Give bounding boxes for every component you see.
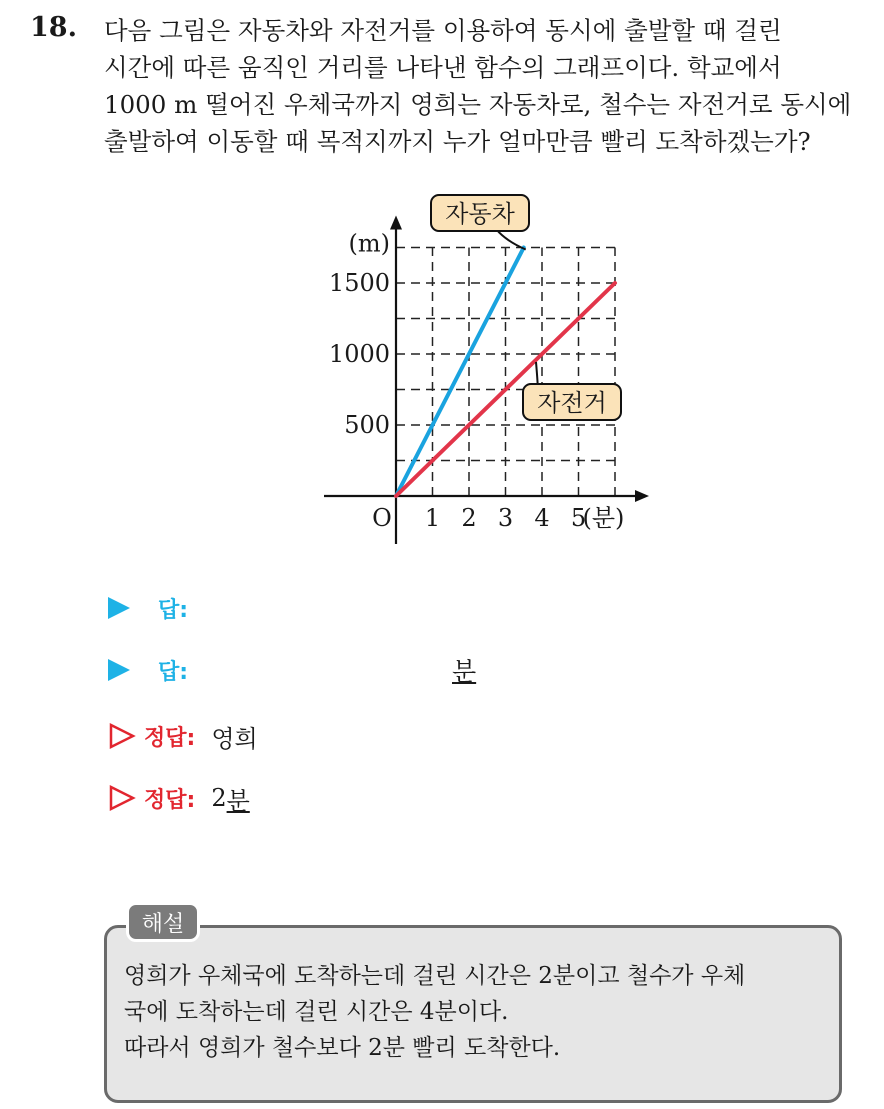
x-axis-label: (분) xyxy=(582,504,625,532)
x-tick-label: 4 xyxy=(534,504,550,532)
explanation-line: 영희가 우체국에 도착하는데 걸린 시간은 2분이고 철수가 우체 xyxy=(124,963,746,989)
x-tick-label: 1 xyxy=(424,504,441,532)
explanation-line: 국에 도착하는데 걸린 시간은 4분이다. xyxy=(124,999,509,1025)
explanation-tag: 해설 xyxy=(126,902,200,942)
series-label: 자전거 xyxy=(537,389,607,417)
question-line: 출발하여 이동할 때 목적지까지 누가 얼마만큼 빨리 도착하겠는가? xyxy=(104,127,811,156)
answer-unit: 분 xyxy=(452,657,477,686)
question-text xyxy=(104,12,864,160)
solution-row-2 xyxy=(108,778,250,818)
question-line: 다음 그림은 자동차와 자전거를 이용하여 동시에 출발할 때 걸린 xyxy=(104,16,782,45)
answer-row-1 xyxy=(108,588,188,628)
play-triangle-icon xyxy=(108,597,130,619)
x-tick-label: 2 xyxy=(461,504,477,532)
solution-label: 정답: xyxy=(144,787,196,813)
solution-value-number: 2 xyxy=(211,784,227,812)
answer-label: 답: xyxy=(158,597,189,623)
explanation-text xyxy=(124,958,834,1066)
solution-row-1 xyxy=(108,716,258,756)
callout-pointer xyxy=(496,229,526,250)
distance-time-graph xyxy=(300,190,660,550)
series-label: 자동차 xyxy=(445,200,515,228)
outline-triangle-icon xyxy=(108,784,136,812)
outline-triangle-icon xyxy=(108,722,136,750)
y-tick-label: 500 xyxy=(344,411,390,439)
solution-value-unit: 분 xyxy=(226,786,250,815)
x-tick-label: 3 xyxy=(497,504,514,532)
y-axis-arrow-icon xyxy=(390,216,402,230)
explanation-line: 따라서 영희가 철수보다 2분 빨리 도착한다. xyxy=(124,1035,561,1061)
series-line xyxy=(396,248,524,497)
play-triangle-icon xyxy=(108,659,130,681)
question-line: 1000 m 떨어진 우체국까지 영희는 자동차로, 철수는 자전거로 동시에 xyxy=(104,90,852,119)
solution-value: 영희 xyxy=(211,724,258,753)
x-axis-arrow-icon xyxy=(635,490,649,502)
x-tick-label: 5 xyxy=(570,504,587,532)
answer-label: 답: xyxy=(158,659,189,685)
y-tick-label: 1500 xyxy=(328,269,390,297)
y-tick-label: 1000 xyxy=(328,340,390,368)
origin-label: O xyxy=(372,504,392,532)
solution-label: 정답: xyxy=(144,725,196,751)
y-axis-label: (m) xyxy=(348,229,390,258)
question-line: 시간에 따른 움직인 거리를 나타낸 함수의 그래프이다. 학교에서 xyxy=(104,53,782,82)
question-number: 18. xyxy=(30,12,77,43)
answer-row-2 xyxy=(108,650,188,690)
